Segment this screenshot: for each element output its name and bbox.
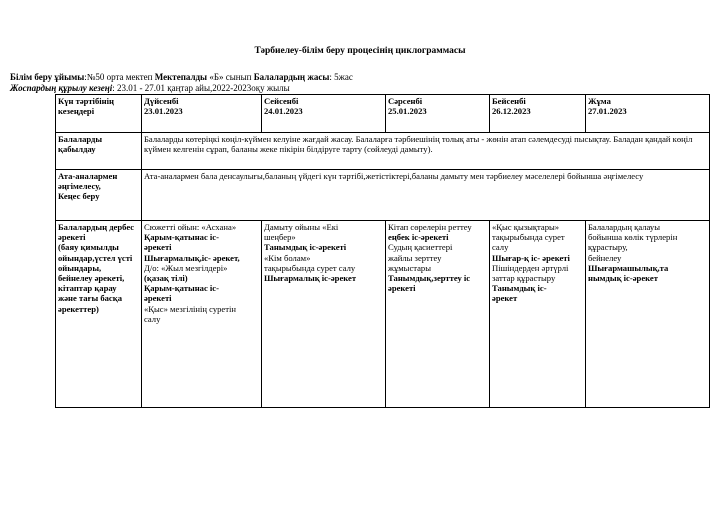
activity-line: Шығармалық,іс- әрекет, [144, 252, 240, 263]
activity-cell-monday [142, 221, 262, 408]
activity-line: Шығар-қ іс- әрекеті [492, 252, 570, 263]
activity-cell-tuesday [262, 221, 386, 408]
activity-line: «Кім болам» [264, 252, 311, 263]
activity-line: Танымдық,зерттеу іс [388, 273, 471, 284]
activity-line: салу [492, 242, 509, 253]
activity-cell-friday [586, 221, 710, 408]
activity-line: Шығармалық іс-әрекет [264, 273, 357, 284]
activity-line: жұмыстары [388, 262, 432, 273]
day-name: Дүйсенбі [144, 96, 179, 106]
day-date: 26.12.2023 [492, 106, 531, 117]
page-title: Тәрбиелеу-білім беру процесінің циклограммасы [254, 46, 466, 56]
row-label-line: әңгімелесу, [58, 181, 101, 192]
day-date: 24.01.2023 [264, 106, 303, 117]
row-label-line: әрекеттер) [58, 303, 99, 314]
day-name: Сәрсенбі [388, 96, 423, 106]
header-routine-line: Күн тәртібінің [58, 96, 114, 106]
activity-line: әрекеті [144, 293, 172, 304]
meta-line-1 [10, 72, 353, 83]
row-label-activity [56, 221, 142, 408]
header-day-thursday [490, 95, 586, 133]
row-label-line: ойындары, [58, 262, 102, 273]
row-label-line: Кеңес беру [58, 191, 100, 202]
reception-text: Балаларды көтеріңкі көңіл-күймен келуіне жағдай жасау. Балаларға тәрбиешінің толық аты - жөнін атап сәлемдесуді пысықтау. Баладан қандай көңіл күймен келгенін сұрап, баланы жеке пікірін білдіруге тарту (сөйлеуді дамыту). [142, 133, 710, 170]
row-label-line: Балалардың дербес [58, 222, 135, 232]
activity-line: жайлы зерттеу [388, 252, 442, 263]
activity-line: «Қыс қызықтары» [492, 222, 560, 232]
activity-line: (қазақ тілі) [144, 273, 188, 284]
period-label: Жоспардың құрылу кезеңі [10, 83, 113, 93]
activity-line: Қарым-қатынас іс- [144, 232, 219, 243]
activity-line: Пішіндерден әртүрлі [492, 262, 569, 273]
row-label-line: Балаларды [58, 134, 103, 144]
activity-line: бойынша көлік түрлерін [588, 232, 678, 243]
age-value: : 5жас [329, 72, 353, 82]
day-name: Жұма [588, 96, 611, 106]
activity-line: тақырыбында сурет салу [264, 262, 356, 273]
row-label-line: ойындар,үстел үсті [58, 252, 133, 263]
activity-line: нымдық іс-әрекет [588, 273, 658, 284]
cyclogram-table [55, 94, 710, 408]
activity-line: Балалардың қалауы [588, 222, 660, 232]
activity-line: Шығармашылық,та [588, 262, 669, 273]
activity-line: Танымдық іс-әрекеті [264, 242, 347, 253]
activity-line: Қарым-қатынас іс- [144, 283, 219, 294]
activity-line: Танымдық іс- [492, 283, 547, 294]
header-routine-line: кезеңдері [58, 106, 95, 117]
header-day-wednesday [386, 95, 490, 133]
parents-text: Ата-аналармен бала денсаулығы,баланың үйдегі күн тәртібі,жетістіктері,баланы дамыту мен тәрбиелеу мәселелері бойынша әңгімелесу [142, 170, 710, 221]
day-name: Бейсенбі [492, 96, 526, 106]
activity-line: салу [144, 313, 161, 324]
activity-cell-thursday [490, 221, 586, 408]
activity-line: «Қыс» мезгілінің суретін [144, 303, 236, 314]
activity-line: Кітап сөрелерін реттеу [388, 222, 472, 232]
period-value: : 23.01 - 27.01 қаңтар айы,2022-2023оқу жылы [112, 83, 290, 93]
day-name: Сейсенбі [264, 96, 299, 106]
day-date: 27.01.2023 [588, 106, 627, 117]
org-value: :№50 орта мектеп [84, 72, 153, 82]
group-value: «Б» сынып [209, 72, 252, 82]
activity-line: құрастыру, [588, 242, 628, 253]
table-header-row [56, 95, 710, 133]
activity-line: Д/о: «Жыл мезгілдері» [144, 262, 228, 273]
activity-line: тақырыбында сурет [492, 232, 565, 243]
day-date: 25.01.2023 [388, 106, 427, 117]
activity-line: бейнелеу [588, 252, 622, 263]
table-row-reception [56, 133, 710, 170]
activity-line: Дамыту ойыны «Екі [264, 222, 339, 232]
row-label-line: кітаптар қарау [58, 283, 117, 294]
row-label-line: Ата-аналармен [58, 171, 118, 181]
row-label-line: әрекеті [58, 232, 86, 243]
row-label-line: және тағы басқа [58, 293, 123, 304]
group-label: Мектепалды [154, 72, 208, 82]
header-day-tuesday [262, 95, 386, 133]
activity-cell-wednesday [386, 221, 490, 408]
activity-line: Сюжетті ойын: «Асхана» [144, 222, 237, 232]
table-row-activity [56, 221, 710, 408]
activity-line: заттар құрастыру [492, 273, 556, 284]
org-label: Білім беру ұйымы [10, 72, 85, 82]
age-label: Балалардың жасы [253, 72, 330, 82]
activity-line: әрекеті [144, 242, 172, 253]
header-day-monday [142, 95, 262, 133]
row-label-line: қабылдау [58, 144, 96, 155]
row-label-line: бейнелеу әрекеті, [58, 273, 125, 284]
activity-line: еңбек іс-әрекеті [388, 232, 449, 243]
table-row-parents [56, 170, 710, 221]
row-label-parents [56, 170, 142, 221]
activity-line: шеңбер» [264, 232, 296, 243]
activity-line: әрекеті [388, 283, 416, 294]
activity-line: Судың қасиеттері [388, 242, 453, 253]
meta-line-2 [10, 83, 290, 94]
row-label-reception [56, 133, 142, 170]
header-day-friday [586, 95, 710, 133]
day-date: 23.01.2023 [144, 106, 183, 117]
row-label-line: (баяу қимылды [58, 242, 119, 253]
header-routine [56, 95, 142, 133]
activity-line: әрекет [492, 293, 518, 304]
